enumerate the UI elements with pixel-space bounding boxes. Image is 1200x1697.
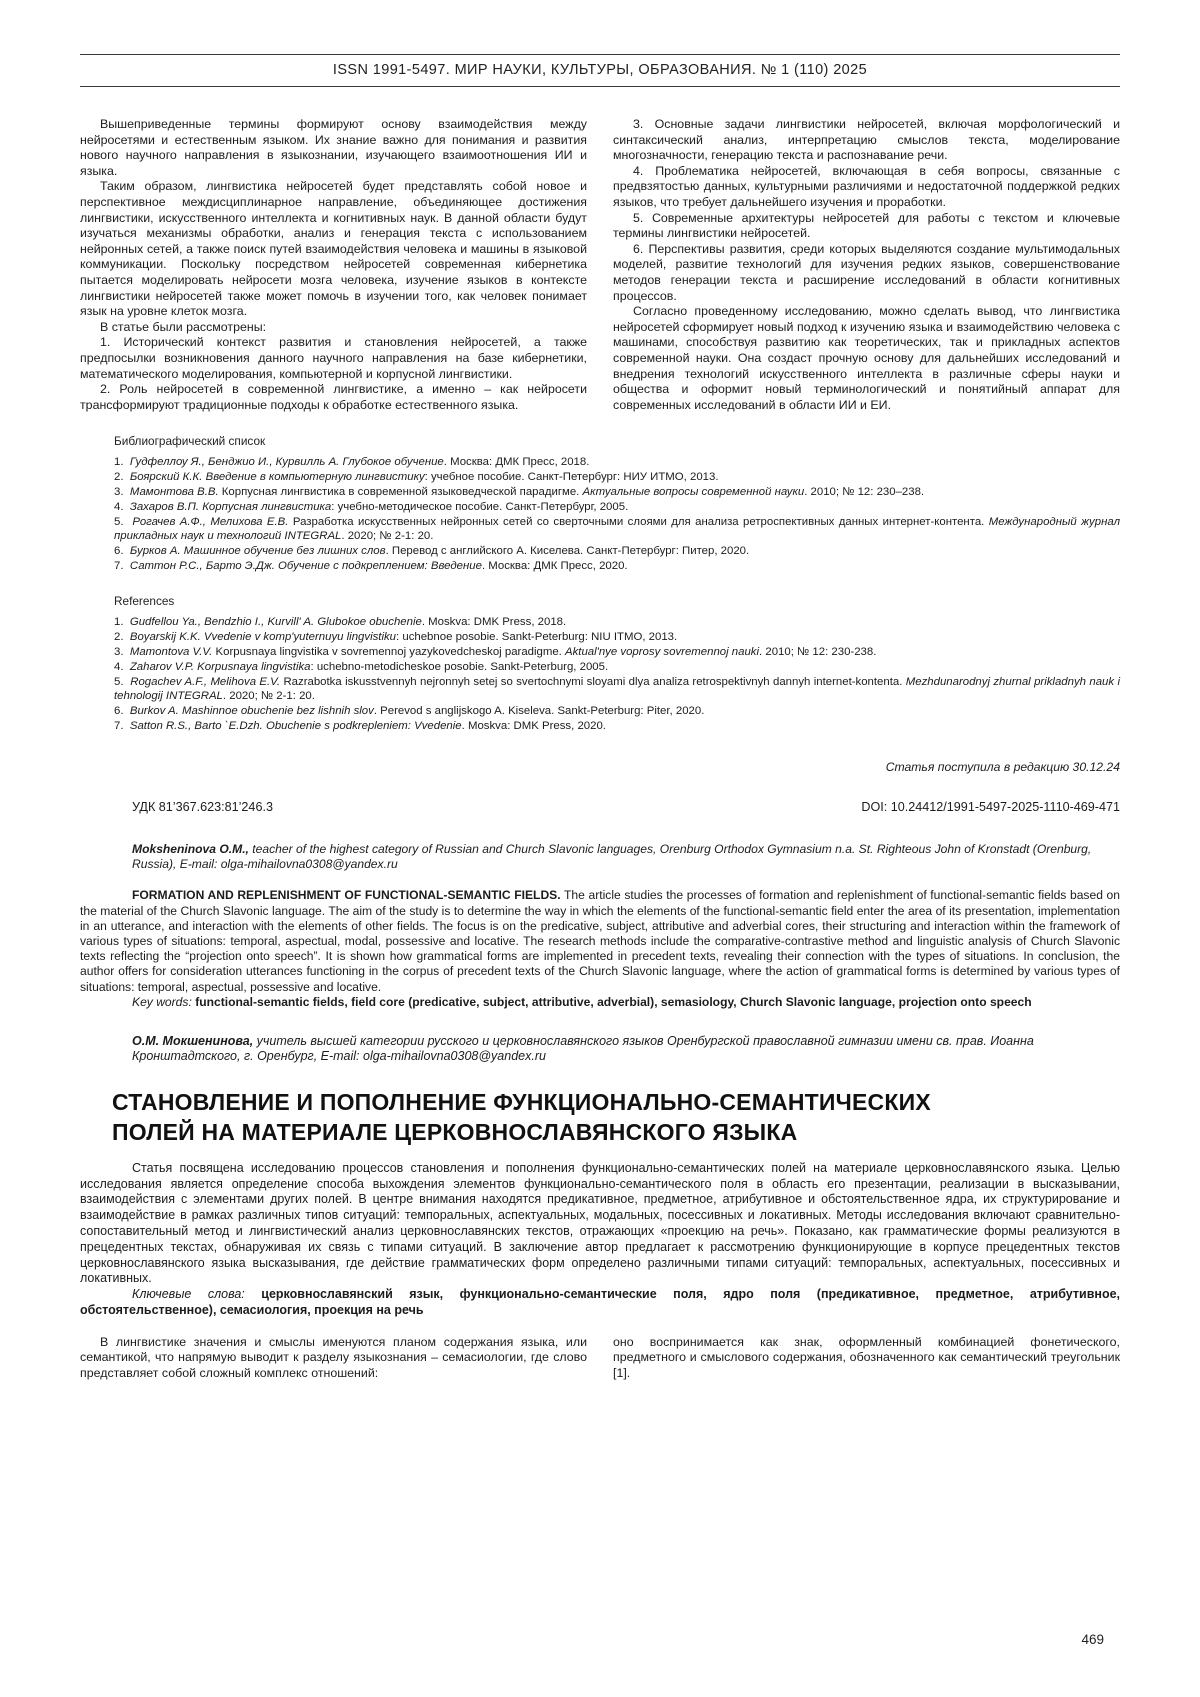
author-line-ru [132, 1034, 1120, 1065]
reference-item: Mamontova V.V. Korpusnaya lingvistika v sovremennoj yazykovedcheskoj paradigme. Aktual'nye voprosy sovremennoj nauki. 2010; № 12: 230-238. [129, 646, 877, 659]
keywords-ru [80, 1287, 1120, 1319]
paragraph: оно воспринимается как знак, оформленный комбинацией фонетического, предметного и смыслового содержания, обозначенного как семантический треугольник [1]. [613, 1334, 1120, 1380]
conclusion-left-column [80, 117, 587, 413]
bibliography-item: Бурков А. Машинное обучение без лишних слов. Перевод с английского А. Киселева. Санкт-Петербург: Питер, 2020. [129, 544, 750, 557]
article-title-ru: СТАНОВЛЕНИЕ И ПОПОЛНЕНИЕ ФУНКЦИОНАЛЬНО-СЕМАНТИЧЕСКИХ ПОЛЕЙ НА МАТЕРИАЛЕ ЦЕРКОВНОСЛАВЯНСКОГО ЯЗЫКА [112, 1088, 931, 1145]
bibliography-list [80, 456, 1120, 573]
body-left-column [80, 1335, 587, 1382]
bibliography-section [80, 435, 1120, 573]
issn-journal-line: ISSN 1991-5497. МИР НАУКИ, КУЛЬТУРЫ, ОБРАЗОВАНИЯ. № 1 (110) 2025 [332, 62, 868, 78]
keywords-ru-label: Ключевые слова: [132, 1287, 262, 1302]
bibliography-item: Захаров В.П. Корпусная лингвистика: учебно-методическое пособие. Санкт-Петербург, 2005. [129, 500, 629, 513]
author-name-ru: О.М. Мокшенинова, [132, 1034, 254, 1049]
keywords-en [80, 995, 1120, 1010]
bibliography-heading: Библиографический список [114, 434, 266, 449]
abstract-en-text: The article studies the processes of formation and replenishment of functional-semantic fields based on the material of the Church Slavonic language. The aim of the study is to determine the way in which the elements of the functional-semantic field enter the area of its presentation, implementation in an utterance, and interaction with the elements of other fields. The focus is on the predicative, subject, attributive and adverbial cores, their structuring and interaction within the framework of various types of situations: temporal, aspectual, modal, possessive and locative. The research methods include the comparative-contrastive method and linguistic analysis of Church Slavonic texts reflecting the “projection onto speech”. It is shown how grammatical forms are implemented in precedent texts, revealing their connection with the types of situations. In conclusion, the author offers for consideration utterances functioning in the corpus of precedent texts of the Church Slavonic language, where the action of grammatical forms is determined by various types of situations: temporal, aspectual, possessive and locative. [80, 888, 1120, 994]
body-right-column [613, 1335, 1120, 1382]
numbered-point: 3. Основные задачи лингвистики нейросетей, включая морфологический и синтаксический анализ, интерпретацию смыслов текста, моделирование многозначности, генерацию текста и распознавание речи. [613, 117, 1120, 163]
numbered-point: 4. Проблематика нейросетей, включающая в себя вопросы, связанные с предвзятостью данных, культурными различиями и недостаточной поддержкой редких языков, что требует дальнейшего изучения и проработки. [613, 163, 1120, 209]
reference-item: Zaharov V.P. Korpusnaya lingvistika: uchebno-metodicheskoe posobie. Sankt-Peterburg, 2005. [129, 661, 609, 674]
article-meta-row [80, 800, 1120, 814]
numbered-point: 5. Современные архитектуры нейросетей для работы с текстом и ключевые термины лингвистики нейросетей. [613, 210, 1120, 241]
bibliography-item: Боярский К.К. Введение в компьютерную лингвистику: учебное пособие. Санкт-Петербург: НИУ ИТМО, 2013. [129, 471, 719, 484]
paragraph: В статье были рассмотрены: [100, 319, 267, 334]
reference-item: Burkov A. Mashinnoe obuchenie bez lishnih slov. Perevod s anglijskogo A. Kiseleva. Sankt-Peterburg: Piter, 2020. [129, 704, 705, 717]
bibliography-item: Мамонтова В.В. Корпусная лингвистика в современной языковедческой парадигме. Актуальные вопросы современной науки. 2010; № 12: 230–238. [129, 486, 925, 498]
received-date-note: Статья поступила в редакцию 30.12.24 [885, 759, 1120, 774]
doi-code: DOI: 10.24412/1991-5497-2025-1110-469-471 [861, 799, 1120, 814]
reference-item: Boyarskij K.K. Vvedenie v komp'yuternuyu lingvistiku: uchebnoe posobie. Sankt-Peterburg: NIU ITMO, 2013. [129, 631, 678, 644]
article-body-start [80, 1335, 1120, 1382]
numbered-point: 6. Перспективы развития, среди которых выделяются создание мультимодальных моделей, развитие технологий для изучения редких языков, совершенствование методов генерации текста и расширение исследований в области когнитивных процессов. [613, 241, 1120, 303]
numbered-point: 1. Исторический контекст развития и становления нейросетей, а также предпосылки возникновения данного научного направления на базе кибернетики, математического моделирования, компьютерной и корпусной лингвистики. [80, 335, 587, 381]
author-affiliation-ru: учитель высшей категории русского и церковнославянского языков Оренбургской православной гимназии имени св. прав. Иоанна Кронштадтского, г. Оренбург, E-mail: olga-mihailovna0308@yandex.ru [132, 1034, 1034, 1064]
reference-item: Satton R.S., Barto `E.Dzh. Obuchenie s podkrepleniem: Vvedenie. Moskva: DMK Press, 2020. [129, 719, 606, 732]
bibliography-item: Гудфеллоу Я., Бенджио И., Курвилль А. Глубокое обучение. Москва: ДМК Пресс, 2018. [129, 456, 590, 469]
keywords-en-label: Key words: [132, 994, 196, 1009]
paragraph: В лингвистике значения и смыслы именуются планом содержания языка, или семантикой, что напрямую выводит к разделу языкознания – семасиологии, где слово представляет собой сложный комплекс отношений: [80, 1334, 587, 1380]
paragraph: Согласно проведенному исследованию, можно сделать вывод, что лингвистика нейросетей сформирует новый подход к изучению языка и взаимодействию человека с машинами, способствуя развитию как теоретических, так и прикладных аспектов современной науки. Она создаст прочную основу для дальнейших исследований и внедрения технологий искусственного интеллекта в различные сферы науки и общества и оформит новый терминологический и понятийный аппарат для современных исследований в области ИИ и ЕИ. [613, 304, 1120, 412]
references-list [80, 616, 1120, 733]
reference-item: Rogachev A.F., Melihova E.V. Razrabotka iskusstvennyh nejronnyh setej so svertochnymi sloyami dlya analiza retrospektivnyh dannyh internet-kontenta. Mezhdunarodnyj zhurnal prikladnyh nauk i tehnologij INTEGRAL. 2020; № 2-1: 20. [114, 675, 1120, 702]
references-section [80, 595, 1120, 733]
keywords-ru-text: церковнославянский язык, функционально-семантические поля, ядро поля (предикативное, предметное, атрибутивное, обстоятельственное), семасиология, проекция на речь [80, 1287, 1120, 1318]
paragraph: Таким образом, лингвистика нейросетей будет представлять собой новое и перспективное междисциплинарное направление, объединяющее достижения лингвистики, искусственного интеллекта и когнитивных наук. В данной области будут изучаться механизмы обработки, анализ и генерация текста с использованием нейронных сетей, а также поиск путей взаимодействия человека и машины в языковой коммуникации. Поскольку посредством нейросетей современная кибернетика пытается моделировать нейросети мозга человека, изучение языков в контексте лингвистики нейросетей также может помочь в изучении того, как человек понимает язык на уровне клеток мозга. [80, 179, 587, 319]
conclusion-right-column [613, 117, 1120, 413]
udk-code: УДК 81’367.623:81’246.3 [132, 799, 273, 814]
page-number: 469 [1081, 1632, 1104, 1647]
author-name-en: Moksheninova O.M., [132, 841, 249, 856]
bibliography-item: Саттон Р.С., Барто Э.Дж. Обучение с подкреплением: Введение. Москва: ДМК Пресс, 2020. [129, 559, 628, 572]
keywords-en-text: functional-semantic fields, field core (predicative, subject, attributive, adverbial), semasiology, Church Slavonic language, projection onto speech [195, 994, 1032, 1009]
paragraph: Вышеприведенные термины формируют основу взаимодействия между нейросетями и естественным языком. Их знание важно для понимания и развития нового научного направления в языкознании, изучающего взаимоотношения ИИ и языка. [80, 117, 587, 178]
running-header [80, 54, 1120, 87]
numbered-point: 2. Роль нейросетей в современной лингвистике, а именно – как нейросети трансформируют традиционные подходы к обработке естественного языка. [80, 382, 587, 412]
author-line-en [132, 842, 1120, 873]
references-heading: References [114, 594, 175, 609]
bibliography-item: Рогачев А.Ф., Мелихова Е.В. Разработка искусственных нейронных сетей со сверточными слоями для анализа ретроспективных данных интернет-контента. Международный журнал прикладных наук и технологий INTEGRAL. 2020; № 2-1: 20. [114, 515, 1120, 542]
conclusion-section [80, 117, 1120, 413]
abstract-ru: Статья посвящена исследованию процессов становления и пополнения функционально-семантических полей на материале церковнославянского языка. Целью исследования является определение способа выхождения элементов функционально-семантического поля в область его презентации, реализации в высказывании, взаимодействия с элементами других полей. В центре внимания находятся предикативное, предметное, атрибутивное и обстоятельственное ядра, их структурирование и взаимодействие в рамках различных типов ситуаций: темпоральных, аспектуальных, модальных, посессивных и локативных. Методы исследования включают сравнительно-сопоставительный метод и лингвистический анализ церковнославянских текстов, отражающих «проекцию на речь». Показано, как грамматические формы реализуются в прецедентных текстах, обнаруживая их связь с типами ситуаций. В заключение автор предлагает к рассмотрению функционирующие в корпусе прецедентных текстов церковнославянского языка высказывания, где действие грамматических форм определено различными типами ситуаций: темпоральных, аспектуальных, посессивных и локативных. [80, 1160, 1120, 1286]
author-affiliation-en: teacher of the highest category of Russian and Church Slavonic languages, Orenburg Orthodox Gymnasium n.a. St. Righteous John of Kronstadt (Orenburg, Russia), E-mail: olga-mihailovna0308@yandex.ru [132, 841, 1092, 871]
article-title-en: FORMATION AND REPLENISHMENT OF FUNCTIONAL-SEMANTIC FIELDS. [132, 888, 561, 903]
abstract-en [80, 888, 1120, 994]
reference-item: Gudfellou Ya., Bendzhio I., Kurvill' A. Glubokoe obuchenie. Moskva: DMK Press, 2018. [129, 616, 567, 629]
